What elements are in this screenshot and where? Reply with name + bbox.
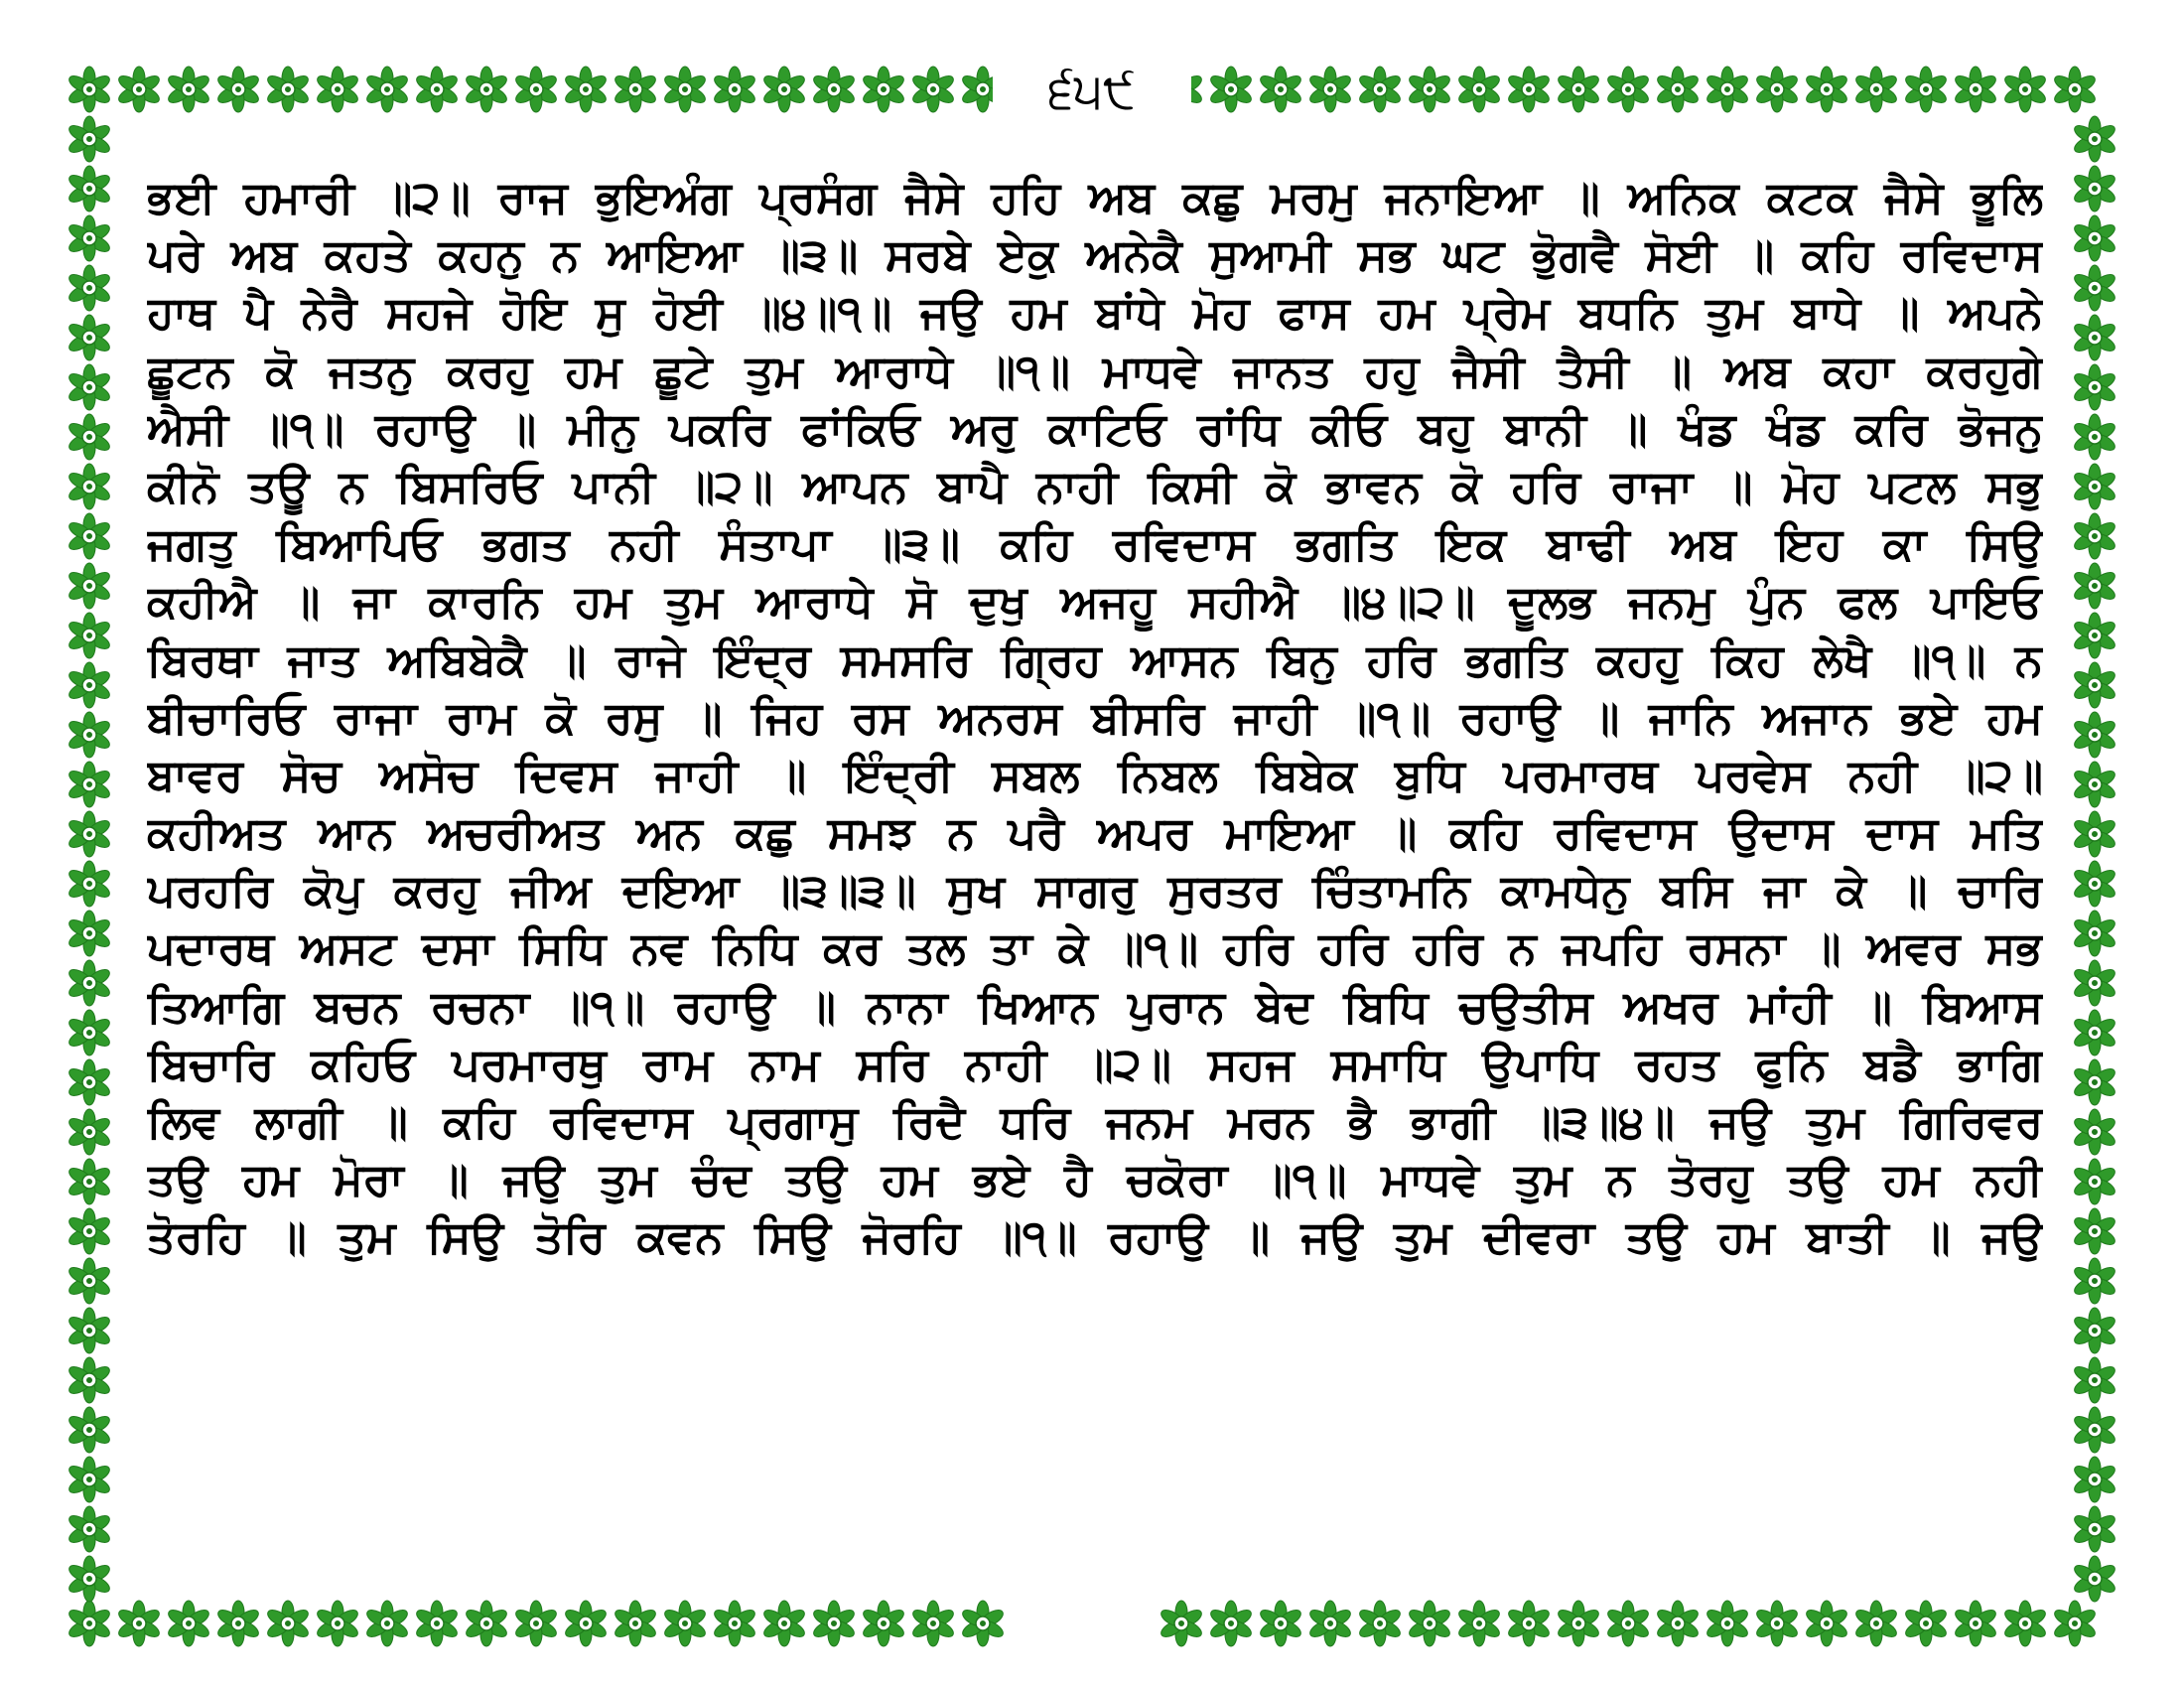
flower-icon (1605, 67, 1651, 112)
flower-icon (67, 265, 112, 311)
flower-icon (2072, 315, 2117, 360)
flower-icon (1258, 67, 1303, 112)
flower-icon (2052, 67, 2098, 112)
flower-icon (2072, 1208, 2117, 1254)
flower-icon (67, 1258, 112, 1304)
text-line: ਬਾਵਰ ਸੋਚ ਅਸੋਚ ਦਿਵਸ ਜਾਹੀ ॥ ਇੰਦ੍ਰੀ ਸਬਲ ਨਿਬਲ ਬਿਬੇਕ ਬੁਧਿ ਪਰਮਾਰਥ ਪਰਵੇਸ ਨਹੀ ॥੨॥ (147, 748, 2043, 801)
flower-icon (67, 1159, 112, 1204)
flower-icon (1705, 67, 1750, 112)
flower-icon (1556, 1601, 1601, 1646)
flower-icon (1754, 67, 1800, 112)
flower-icon (2072, 166, 2117, 211)
flower-icon (2072, 1308, 2117, 1353)
flower-icon (67, 1457, 112, 1502)
flower-icon (67, 315, 112, 360)
flower-icon (166, 67, 211, 112)
flower-icon (1853, 1601, 1899, 1646)
flower-icon (67, 464, 112, 509)
flower-icon (2072, 215, 2117, 261)
flower-icon (67, 613, 112, 658)
text-line: ਜਗਤੁ ਬਿਆਪਿਓ ਭਗਤ ਨਹੀ ਸੰਤਾਪਾ ॥੩॥ ਕਹਿ ਰਵਿਦਾਸ ਭਗਤਿ ਇਕ ਬਾਢੀ ਅਬ ਇਹ ਕਾ ਸਿਉ (147, 517, 2043, 571)
flower-icon (2072, 116, 2117, 162)
flower-icon (1506, 1601, 1552, 1646)
flower-icon (67, 1506, 112, 1552)
flower-icon (1208, 1601, 1254, 1646)
flower-icon (1655, 67, 1701, 112)
flower-icon (67, 215, 112, 261)
flower-icon (67, 861, 112, 907)
flower-icon (2002, 1601, 2048, 1646)
flower-icon (2072, 861, 2117, 907)
flower-icon (166, 1601, 211, 1646)
flower-icon (1506, 67, 1552, 112)
flower-icon (2072, 960, 2117, 1006)
flower-icon (811, 1601, 857, 1646)
flower-icon (2072, 911, 2117, 956)
flower-icon (1407, 1601, 1452, 1646)
text-line: ਤਉ ਹਮ ਮੋਰਾ ॥ ਜਉ ਤੁਮ ਚੰਦ ਤਉ ਹਮ ਭਏ ਹੈ ਚਕੋਰਾ ॥੧॥ ਮਾਧਵੇ ਤੁਮ ਨ ਤੋਰਹੁ ਤਉ ਹਮ ਨਹੀ (147, 1153, 2043, 1206)
flower-icon (67, 811, 112, 857)
flower-icon (712, 1601, 757, 1646)
flower-icon (364, 67, 410, 112)
flower-icon (513, 67, 559, 112)
flower-icon (67, 1308, 112, 1353)
flower-icon (67, 364, 112, 410)
flower-icon (1159, 1601, 1204, 1646)
flower-icon (67, 414, 112, 460)
flower-icon (2072, 762, 2117, 807)
flower-icon (2072, 613, 2117, 658)
flower-icon (2072, 1457, 2117, 1502)
flower-icon (414, 67, 460, 112)
flower-icon (563, 1601, 609, 1646)
text-line: ਐਸੀ ॥੧॥ ਰਹਾਉ ॥ ਮੀਨੁ ਪਕਰਿ ਫਾਂਕਿਓ ਅਰੁ ਕਾਟਿਓ ਰਾਂਧਿ ਕੀਓ ਬਹੁ ਬਾਨੀ ॥ ਖੰਡ ਖੰਡ ਕਰਿ ਭੋਜਨੁ (147, 401, 2043, 455)
flower-icon (1953, 67, 1998, 112)
text-line: ਛੂਟਨ ਕੋ ਜਤਨੁ ਕਰਹੁ ਹਮ ਛੂਟੇ ਤੁਮ ਆਰਾਧੇ ॥੧॥ ਮਾਧਵੇ ਜਾਨਤ ਹਹੁ ਜੈਸੀ ਤੈਸੀ ॥ ਅਬ ਕਹਾ ਕਰਹੁਗੇ (147, 344, 2043, 397)
flower-icon (2072, 662, 2117, 708)
flower-icon (2072, 1556, 2117, 1602)
flower-icon (1307, 1601, 1353, 1646)
flower-icon (67, 1601, 112, 1646)
flower-icon (910, 67, 956, 112)
text-line: ਬੀਚਾਰਿਓ ਰਾਜਾ ਰਾਮ ਕੋ ਰਸੁ ॥ ਜਿਹ ਰਸ ਅਨਰਸ ਬੀਸਰਿ ਜਾਹੀ ॥੧॥ ਰਹਾਉ ॥ ਜਾਨਿ ਅਜਾਨ ਭਏ ਹਮ (147, 690, 2043, 744)
flower-icon (67, 1059, 112, 1105)
flower-icon (1258, 1601, 1303, 1646)
flower-icon (67, 712, 112, 758)
flower-icon (1307, 67, 1353, 112)
flower-icon (761, 1601, 807, 1646)
text-line: ਪਦਾਰਥ ਅਸਟ ਦਸਾ ਸਿਧਿ ਨਵ ਨਿਧਿ ਕਰ ਤਲ ਤਾ ਕੇ ॥੧॥ ਹਰਿ ਹਰਿ ਹਰਿ ਨ ਜਪਹਿ ਰਸਨਾ ॥ ਅਵਰ ਸਭ (147, 921, 2043, 975)
flower-icon (1208, 67, 1254, 112)
flower-icon (116, 1601, 162, 1646)
flower-icon (315, 1601, 360, 1646)
flower-icon (1605, 1601, 1651, 1646)
gurmukhi-text-block (147, 169, 2043, 1267)
flower-icon (1407, 67, 1452, 112)
text-line: ਤਿਆਗਿ ਬਚਨ ਰਚਨਾ ॥੧॥ ਰਹਾਉ ॥ ਨਾਨਾ ਖਿਆਨ ਪੁਰਾਨ ਬੇਦ ਬਿਧਿ ਚਉਤੀਸ ਅਖਰ ਮਾਂਹੀ ॥ ਬਿਆਸ (147, 979, 2043, 1033)
flower-icon (513, 1601, 559, 1646)
text-line: ਕੀਨੋ ਤਊ ਨ ਬਿਸਰਿਓ ਪਾਨੀ ॥੨॥ ਆਪਨ ਬਾਪੈ ਨਾਹੀ ਕਿਸੀ ਕੋ ਭਾਵਨ ਕੋ ਹਰਿ ਰਾਜਾ ॥ ਮੋਹ ਪਟਲ ਸਭੁ (147, 459, 2043, 512)
flower-icon (2072, 1357, 2117, 1403)
flower-icon (1903, 1601, 1949, 1646)
flower-icon (67, 1357, 112, 1403)
text-line: ਕਹੀਅਤ ਆਨ ਅਚਰੀਅਤ ਅਨ ਕਛੁ ਸਮਝ ਨ ਪਰੈ ਅਪਰ ਮਾਇਆ ॥ ਕਹਿ ਰਵਿਦਾਸ ਉਦਾਸ ਦਾਸ ਮਤਿ (147, 806, 2043, 860)
flower-icon (1556, 67, 1601, 112)
flower-icon (1804, 67, 1849, 112)
flower-icon (315, 67, 360, 112)
flower-icon (613, 67, 658, 112)
flower-icon (1754, 1601, 1800, 1646)
text-line: ਕਹੀਐ ॥ ਜਾ ਕਾਰਨਿ ਹਮ ਤੁਮ ਆਰਾਧੇ ਸੋ ਦੁਖੁ ਅਜਹੂ ਸਹੀਐ ॥੪॥੨॥ ਦੂਲਭ ਜਨਮੁ ਪੁੰਨ ਫਲ ਪਾਇਓ (147, 575, 2043, 629)
flower-icon (2072, 563, 2117, 609)
flower-icon (910, 1601, 956, 1646)
flower-icon (67, 762, 112, 807)
flower-icon (67, 166, 112, 211)
flower-icon (67, 1407, 112, 1453)
flower-icon (2072, 464, 2117, 509)
flower-icon (861, 1601, 906, 1646)
text-line: ਹਾਥ ਪੈ ਨੇਰੈ ਸਹਜੇ ਹੋਇ ਸੁ ਹੋਈ ॥੪॥੧॥ ਜਉ ਹਮ ਬਾਂਧੇ ਮੋਹ ਫਾਸ ਹਮ ਪ੍ਰੇਮ ਬਧਨਿ ਤੁਮ ਬਾਧੇ ॥ ਅਪਨੇ (147, 286, 2043, 340)
flower-icon (67, 1010, 112, 1055)
flower-icon (116, 67, 162, 112)
flower-icon (67, 1556, 112, 1602)
flower-icon (1456, 67, 1502, 112)
flower-icon (1705, 1601, 1750, 1646)
flower-icon (2072, 1506, 2117, 1552)
flower-icon (67, 1109, 112, 1155)
flower-icon (2072, 1407, 2117, 1453)
flower-icon (67, 513, 112, 559)
flower-icon (67, 662, 112, 708)
flower-icon (67, 960, 112, 1006)
text-line: ਬਿਰਥਾ ਜਾਤ ਅਬਿਬੇਕੈ ॥ ਰਾਜੇ ਇੰਦ੍ਰ ਸਮਸਰਿ ਗ੍ਰਿਹ ਆਸਨ ਬਿਨੁ ਹਰਿ ਭਗਤਿ ਕਹਹੁ ਕਿਹ ਲੇਖੈ ॥੧॥ ਨ (147, 633, 2043, 686)
flower-icon (1903, 67, 1949, 112)
flower-icon (2052, 1601, 2098, 1646)
flower-icon (712, 67, 757, 112)
flower-icon (67, 116, 112, 162)
flower-icon (1953, 1601, 1998, 1646)
text-line: ਭਈ ਹਮਾਰੀ ॥੨॥ ਰਾਜ ਭੁਇਅੰਗ ਪ੍ਰਸੰਗ ਜੈਸੇ ਹਹਿ ਅਬ ਕਛੁ ਮਰਮੁ ਜਨਾਇਆ ॥ ਅਨਿਕ ਕਟਕ ਜੈਸੇ ਭੂਲਿ (147, 171, 2043, 223)
text-line: ਬਿਚਾਰਿ ਕਹਿਓ ਪਰਮਾਰਥੁ ਰਾਮ ਨਾਮ ਸਰਿ ਨਾਹੀ ॥੨॥ ਸਹਜ ਸਮਾਧਿ ਉਪਾਧਿ ਰਹਤ ਫੁਨਿ ਬਡੈ ਭਾਗਿ (147, 1037, 2043, 1090)
text-line: ਤੋਰਹਿ ॥ ਤੁਮ ਸਿਉ ਤੋਰਿ ਕਵਨ ਸਿਉ ਜੋਰਹਿ ॥੧॥ ਰਹਾਉ ॥ ਜਉ ਤੁਮ ਦੀਵਰਾ ਤਉ ਹਮ ਬਾਤੀ ॥ ਜਉ (147, 1210, 2043, 1264)
flower-icon (2072, 1109, 2117, 1155)
flower-icon (215, 1601, 261, 1646)
flower-icon (67, 67, 112, 112)
flower-icon (1655, 1601, 1701, 1646)
flower-icon (861, 67, 906, 112)
flower-icon (2072, 1010, 2117, 1055)
flower-icon (662, 67, 708, 112)
flower-icon (265, 1601, 311, 1646)
flower-icon (662, 1601, 708, 1646)
flower-icon (67, 911, 112, 956)
flower-icon (811, 67, 857, 112)
text-line: ਪਰਹਰਿ ਕੋਪੁ ਕਰਹੁ ਜੀਅ ਦਇਆ ॥੩॥੩॥ ਸੁਖ ਸਾਗਰੁ ਸੁਰਤਰ ਚਿੰਤਾਮਨਿ ਕਾਮਧੇਨੁ ਬਸਿ ਜਾ ਕੇ ॥ ਚਾਰਿ (147, 864, 2043, 917)
flower-icon (2072, 265, 2117, 311)
flower-icon (2002, 67, 2048, 112)
text-line: ਪਰੇ ਅਬ ਕਹਤੇ ਕਹਨੁ ਨ ਆਇਆ ॥੩॥ ਸਰਬੇ ਏਕੁ ਅਨੇਕੈ ਸੁਆਮੀ ਸਭ ਘਟ ਭੋੁਗਵੈ ਸੋਈ ॥ ਕਹਿ ਰਵਿਦਾਸ (147, 228, 2043, 282)
flower-icon (2072, 1059, 2117, 1105)
flower-icon (464, 1601, 509, 1646)
flower-icon (2072, 1258, 2117, 1304)
flower-icon (2072, 712, 2117, 758)
flower-icon (2072, 1159, 2117, 1204)
flower-icon (563, 67, 609, 112)
flower-icon (215, 67, 261, 112)
flower-icon (761, 67, 807, 112)
flower-icon (2072, 364, 2117, 410)
flower-icon (1357, 1601, 1403, 1646)
text-line: ਲਿਵ ਲਾਗੀ ॥ ਕਹਿ ਰਵਿਦਾਸ ਪ੍ਰਗਾਸੁ ਰਿਦੈ ਧਰਿ ਜਨਮ ਮਰਨ ਭੈ ਭਾਗੀ ॥੩॥੪॥ ਜਉ ਤੁਮ ਗਿਰਿਵਰ (147, 1095, 2043, 1148)
flower-icon (67, 1208, 112, 1254)
flower-icon (67, 563, 112, 609)
flower-icon (2072, 414, 2117, 460)
flower-icon (414, 1601, 460, 1646)
flower-icon (2072, 513, 2117, 559)
flower-icon (364, 1601, 410, 1646)
flower-icon (1853, 67, 1899, 112)
flower-icon (1456, 1601, 1502, 1646)
page-number: ੬੫੯ (993, 56, 1191, 125)
flower-icon (464, 67, 509, 112)
flower-icon (2072, 811, 2117, 857)
flower-icon (1357, 67, 1403, 112)
flower-icon (1804, 1601, 1849, 1646)
flower-icon (960, 1601, 1006, 1646)
flower-icon (613, 1601, 658, 1646)
flower-icon (265, 67, 311, 112)
